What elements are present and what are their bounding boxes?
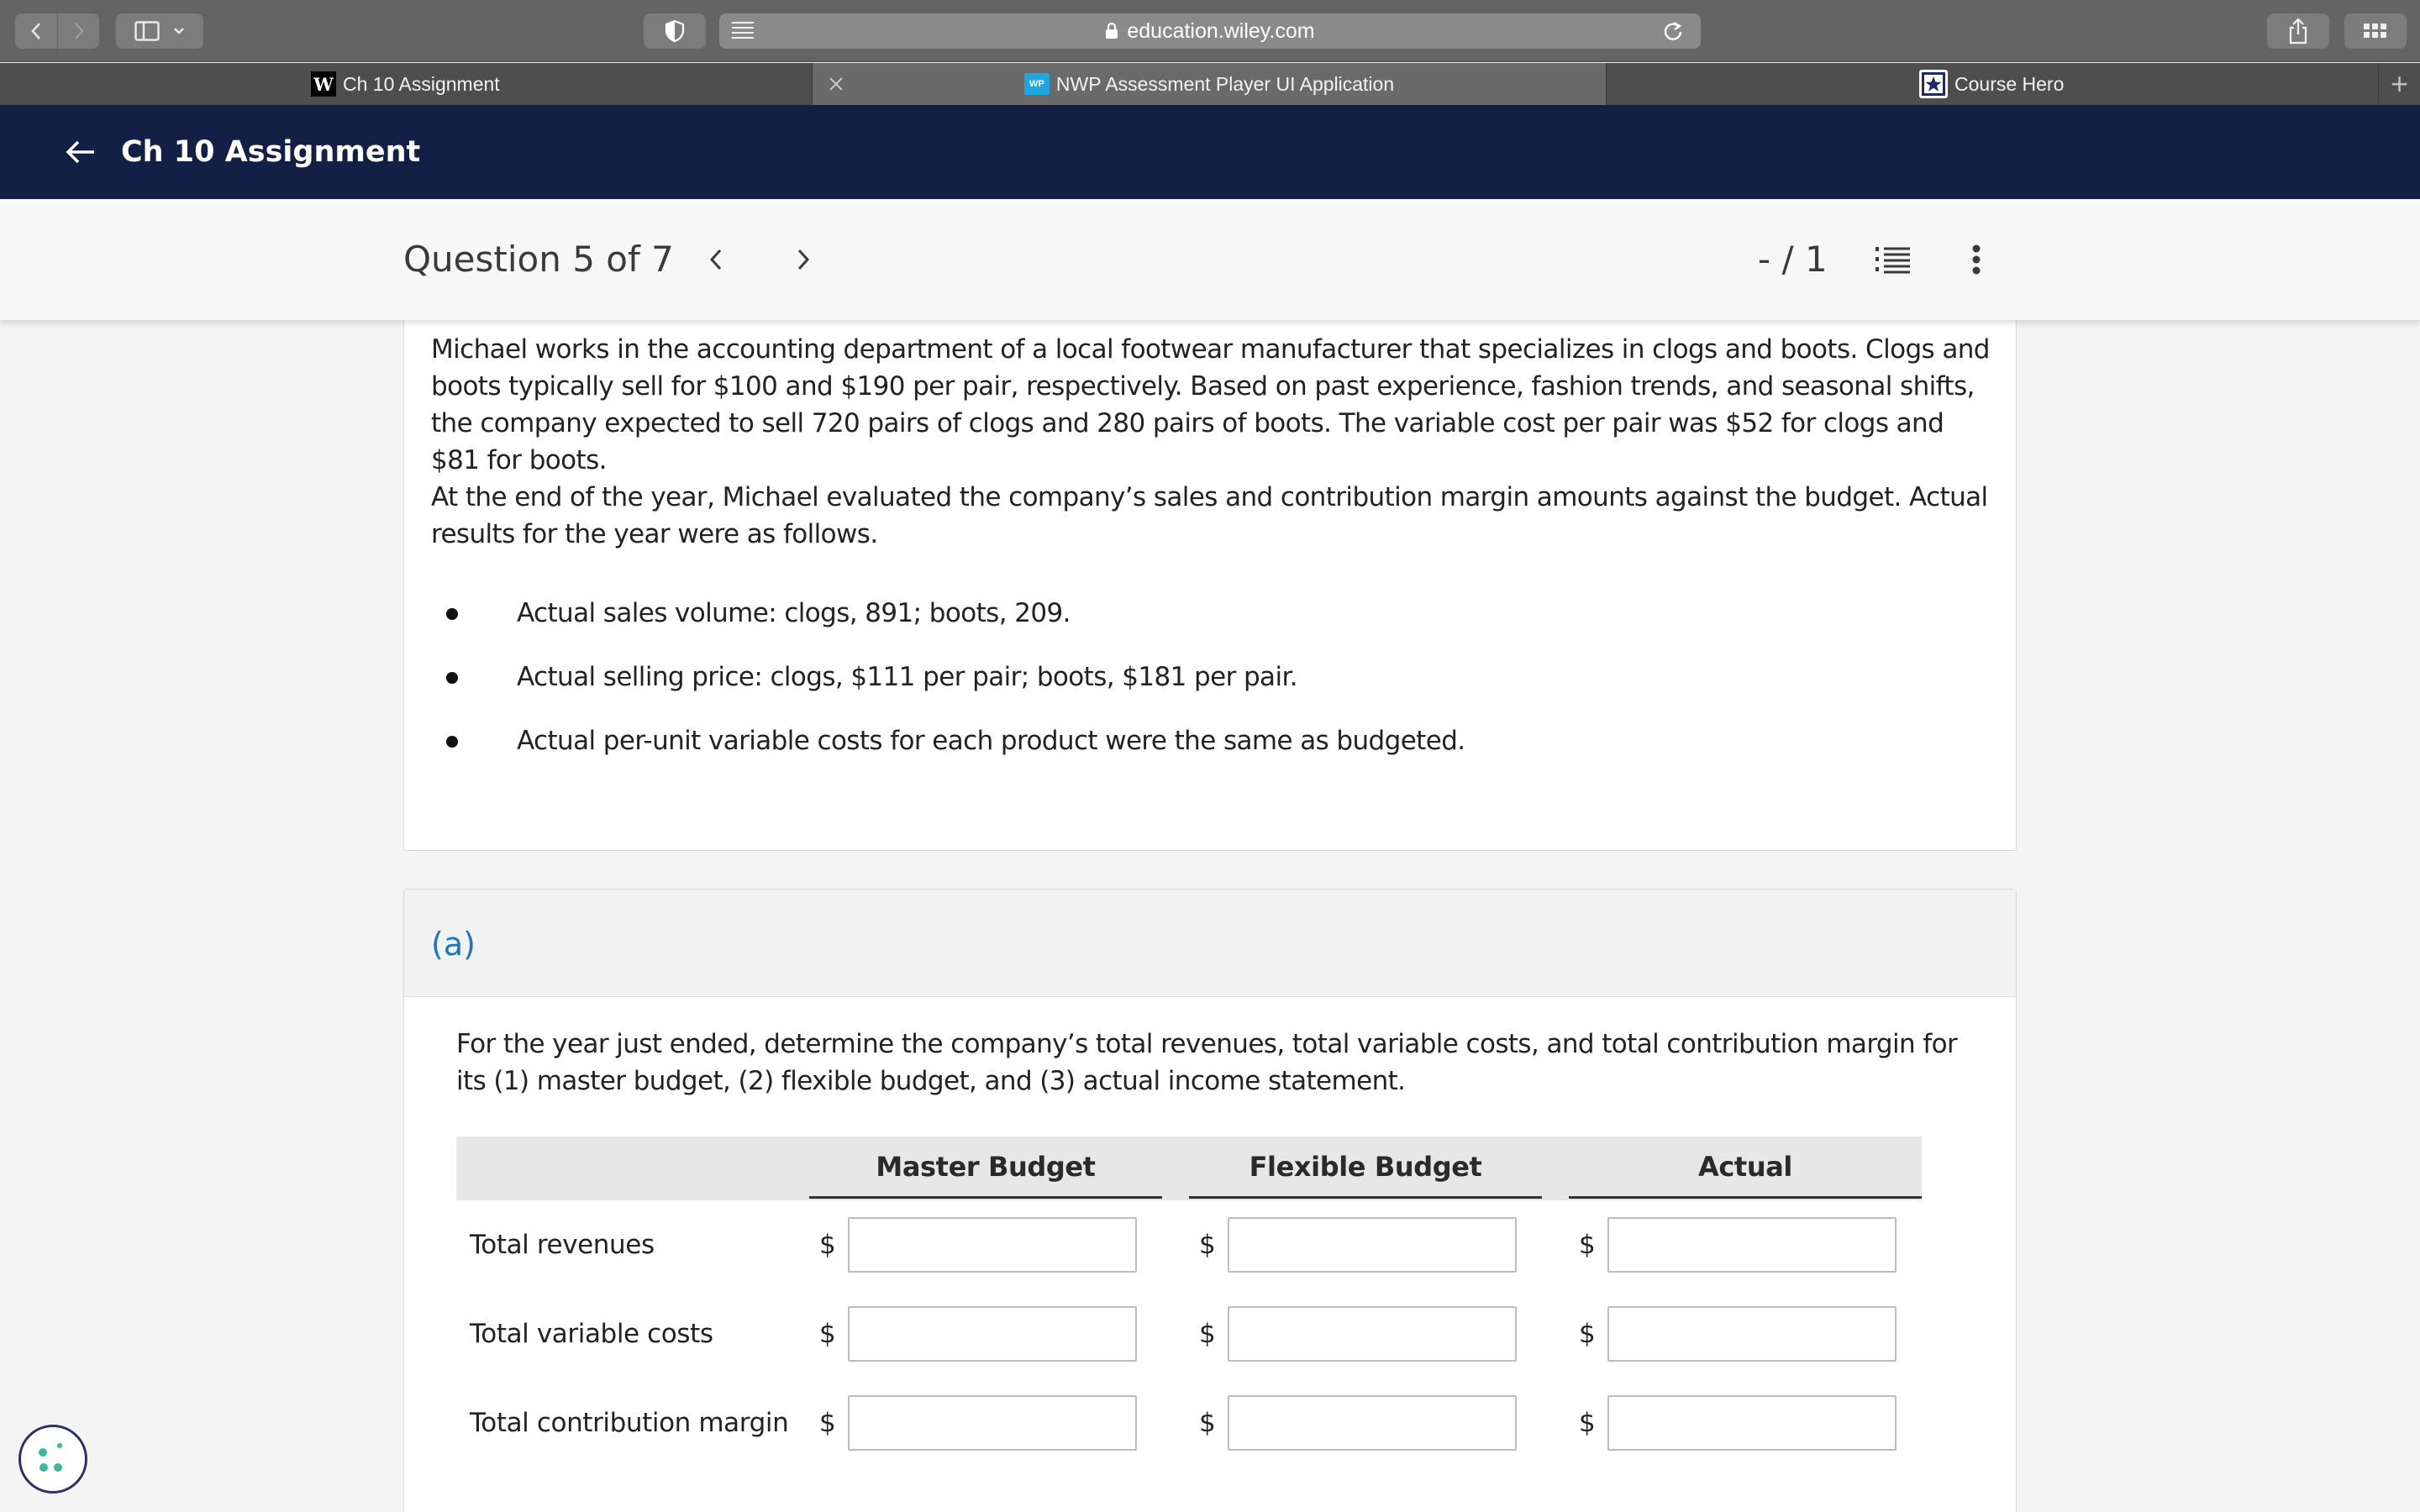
part-a-instructions: For the year just ended, determine the company’s total revenues, total variable costs, and total contribution margin for its (1) master budget, (2) flexible budget, and (3) actual income statement. xyxy=(456,1029,1958,1096)
master-contribution-margin-input[interactable] xyxy=(848,1395,1137,1451)
browser-back-button[interactable] xyxy=(15,13,57,49)
cookie-icon xyxy=(28,1434,78,1484)
tab-label: Course Hero xyxy=(1954,72,2065,95)
question-list-button[interactable] xyxy=(1874,241,1912,278)
reader-view-button[interactable] xyxy=(728,17,758,45)
next-question-button[interactable] xyxy=(786,241,820,278)
tab-course-hero[interactable] xyxy=(1607,63,2378,105)
history-nav xyxy=(15,13,99,49)
sidebar-icon xyxy=(134,21,160,41)
lock-icon xyxy=(1105,23,1118,39)
reader-icon xyxy=(730,20,755,42)
actual-contribution-margin-input[interactable] xyxy=(1607,1395,1897,1451)
content-area xyxy=(0,320,2420,1512)
more-vertical-icon xyxy=(1972,244,1981,275)
table-row xyxy=(456,1395,1922,1451)
share-button[interactable] xyxy=(2267,13,2329,49)
chevron-right-icon xyxy=(72,21,86,41)
actual-results-list xyxy=(431,595,1994,786)
currency-symbol: $ xyxy=(1199,1408,1216,1438)
reload-button[interactable] xyxy=(1660,18,1686,44)
row-label: Total revenues xyxy=(470,1230,655,1260)
privacy-report-button[interactable] xyxy=(644,13,706,49)
flexible-variable-costs-input[interactable] xyxy=(1228,1306,1517,1362)
flexible-contribution-margin-input[interactable] xyxy=(1228,1395,1517,1451)
actual-revenues-input[interactable] xyxy=(1607,1217,1897,1273)
plus-icon: + xyxy=(2390,66,2409,101)
sidebar-toggle-button[interactable] xyxy=(116,13,203,49)
master-revenues-input[interactable] xyxy=(848,1217,1137,1273)
part-a-header xyxy=(404,890,2016,997)
chevron-down-icon xyxy=(173,27,185,35)
part-a-card xyxy=(403,889,2017,1512)
back-button[interactable] xyxy=(64,135,97,169)
browser-toolbar xyxy=(0,0,2420,62)
column-header-master: Master Budget xyxy=(809,1137,1162,1199)
chevron-left-icon xyxy=(708,248,723,271)
row-label: Total contribution margin xyxy=(470,1408,789,1438)
browser-forward-button[interactable] xyxy=(57,13,99,49)
url-text: education.wiley.com xyxy=(1127,18,1315,43)
currency-symbol: $ xyxy=(1579,1319,1596,1349)
column-header-flexible: Flexible Budget xyxy=(1189,1137,1542,1199)
list-item: Actual selling price: clogs, $111 per pair; boots, $181 per pair. xyxy=(431,659,1994,722)
table-header xyxy=(456,1137,1922,1200)
flexible-revenues-input[interactable] xyxy=(1228,1217,1517,1273)
currency-symbol: $ xyxy=(1199,1319,1216,1349)
cookie-settings-button[interactable] xyxy=(18,1425,87,1494)
new-tab-button[interactable] xyxy=(2378,63,2420,105)
chevron-left-icon xyxy=(29,21,43,41)
tab-label: NWP Assessment Player UI Application xyxy=(1055,72,1395,95)
question-counter: Question 5 of 7 xyxy=(403,239,674,280)
problem-paragraph-1: Michael works in the accounting department of a local footwear manufacturer that specializes in clogs and boots. Clogs and boots typically sell for $100 and $190 per pair, respectively. Based on past experience, fashion trends, and seasonal shifts, the company expected to sell 720 pairs of clogs and 280 pairs of boots. The variable cost per pair was $52 for clogs and $81 for boots. xyxy=(431,334,1990,475)
part-label: (a) xyxy=(431,926,476,963)
table-row xyxy=(456,1217,1922,1273)
shield-icon xyxy=(665,19,685,43)
currency-symbol: $ xyxy=(819,1230,836,1260)
previous-question-button[interactable] xyxy=(699,241,733,278)
currency-symbol: $ xyxy=(1579,1230,1596,1260)
grid-icon xyxy=(2363,23,2388,39)
tab-overview-button[interactable] xyxy=(2344,13,2407,49)
column-header-actual: Actual xyxy=(1569,1137,1922,1199)
currency-symbol: $ xyxy=(1199,1230,1216,1260)
address-bar[interactable] xyxy=(719,13,1701,49)
tab-ch10-assignment[interactable] xyxy=(0,63,812,105)
question-score: - / 1 xyxy=(1758,239,1828,280)
list-item: Actual sales volume: clogs, 891; boots, 209. xyxy=(431,595,1994,659)
currency-symbol: $ xyxy=(819,1408,836,1438)
assignment-title: Ch 10 Assignment xyxy=(121,135,421,169)
app-header xyxy=(0,105,2420,199)
currency-symbol: $ xyxy=(819,1319,836,1349)
more-options-button[interactable] xyxy=(1961,241,1991,278)
actual-variable-costs-input[interactable] xyxy=(1607,1306,1897,1362)
wp-favicon-icon: WP xyxy=(1024,73,1050,95)
reload-icon xyxy=(1662,20,1684,42)
row-label: Total variable costs xyxy=(470,1319,713,1349)
list-item: Actual per-unit variable costs for each product were the same as budgeted. xyxy=(431,722,1994,786)
question-nav-bar xyxy=(0,199,2420,320)
course-hero-icon xyxy=(1919,70,1948,98)
tab-bar xyxy=(0,63,2420,105)
tab-label: Ch 10 Assignment xyxy=(343,72,500,95)
master-variable-costs-input[interactable] xyxy=(848,1306,1137,1362)
problem-card xyxy=(403,312,2017,851)
chevron-right-icon xyxy=(796,248,811,271)
currency-symbol: $ xyxy=(1579,1408,1596,1438)
wiley-favicon-icon: W xyxy=(311,71,336,97)
table-row xyxy=(456,1306,1922,1362)
numbered-list-icon xyxy=(1876,244,1911,275)
problem-paragraph-2: At the end of the year, Michael evaluated the company’s sales and contribution margin amounts against the budget. Actual results for the year were as follows. xyxy=(431,482,1988,549)
share-icon xyxy=(2288,18,2308,45)
arrow-left-icon xyxy=(66,139,96,165)
tab-nwp-assessment[interactable] xyxy=(812,63,1607,105)
